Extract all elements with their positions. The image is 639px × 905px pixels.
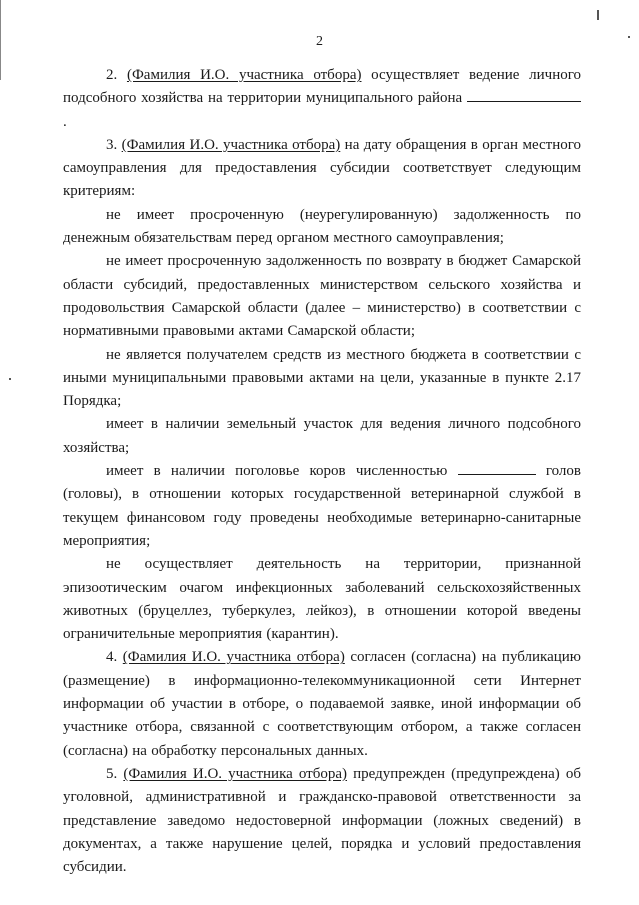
- cow-count-blank-line: [458, 460, 536, 475]
- paragraph-text: согласен (согласна) на публикацию (размещение) в информационно-телекоммуникационной сети Интернет информации об участии в отборе, о подаваемой заявке, иной информации об участнике отбора, связанной с соответствующим отбором, а также согласен (согласна) на обработку персональных данных.: [63, 649, 581, 759]
- criterion-land-plot: имеет в наличии земельный участок для ведения личного подсобного хозяйства;: [63, 416, 581, 456]
- paragraph-4: [63, 646, 581, 762]
- paragraph-5: [63, 763, 581, 879]
- paragraph-text: имеет в наличии поголовье коров численностью: [106, 463, 458, 480]
- participant-name-placeholder: (Фамилия И.О. участника отбора): [126, 67, 362, 83]
- paragraph-text: на дату обращения в орган местного самоуправления для предоставления субсидии соответствует следующим критериям:: [63, 136, 582, 200]
- paragraph-text: голов (головы), в отношении которых государственной ветеринарной службой в текущем финансовом году проведены необходимые ветеринарно-санитарные мероприятия;: [63, 463, 582, 549]
- paragraph-text: осуществляет ведение личного подсобного хозяйства на территории муниципального района: [63, 67, 582, 107]
- criterion-cows: [63, 460, 581, 553]
- criterion-no-overdue-debt: не имеет просроченную (неурегулированную) задолженность по денежным обязательствам перед органом местного самоуправления;: [63, 206, 581, 247]
- criterion-not-recipient: не является получателем средств из местного бюджета в соответствии с иными муниципальными правовыми актами на цели, указанные в пункте 2.17 Порядка;: [63, 346, 581, 410]
- paragraph-number: 4.: [106, 649, 118, 666]
- document-body: [63, 64, 581, 879]
- paragraph-2: [63, 64, 581, 134]
- paragraph-number: 2.: [106, 67, 118, 83]
- paragraph-tail: .: [63, 113, 67, 130]
- district-blank-line: [467, 87, 581, 102]
- paragraph-number: 5.: [106, 765, 118, 782]
- scan-artifact-left: [9, 378, 11, 380]
- paragraph-number: 3.: [106, 136, 118, 153]
- participant-name-placeholder: (Фамилия И.О. участника отбора): [122, 649, 345, 666]
- paragraph-3: [63, 134, 581, 204]
- criterion-no-epizootic: не осуществляет деятельность на территории, признанной эпизоотическим очагом инфекционных заболеваний сельскохозяйственных животных (бруцеллез, туберкулез, лейкоз), в отношении которой введены ограничительные мероприятия (карантин).: [63, 556, 581, 643]
- paragraph-text: предупрежден (предупреждена) об уголовной, административной и гражданско-правовой ответственности за представление заведомо недостоверной информации (ложных сведений) в документах, а также нарушение целей, порядка и условий предоставления субсидии.: [63, 765, 582, 876]
- page-number: 2: [316, 34, 323, 49]
- criterion-no-budget-debt: не имеет просроченную задолженность по возврату в бюджет Самарской области субсидий, предоставленных министерством сельского хозяйства и продовольствия Самарской области (далее – министерство) в соответствии с нормативными правовыми актами Самарской области;: [63, 253, 581, 340]
- scan-artifact-top-right: [597, 10, 599, 20]
- participant-name-placeholder: (Фамилия И.О. участника отбора): [121, 136, 341, 153]
- participant-name-placeholder: (Фамилия И.О. участника отбора): [123, 765, 348, 782]
